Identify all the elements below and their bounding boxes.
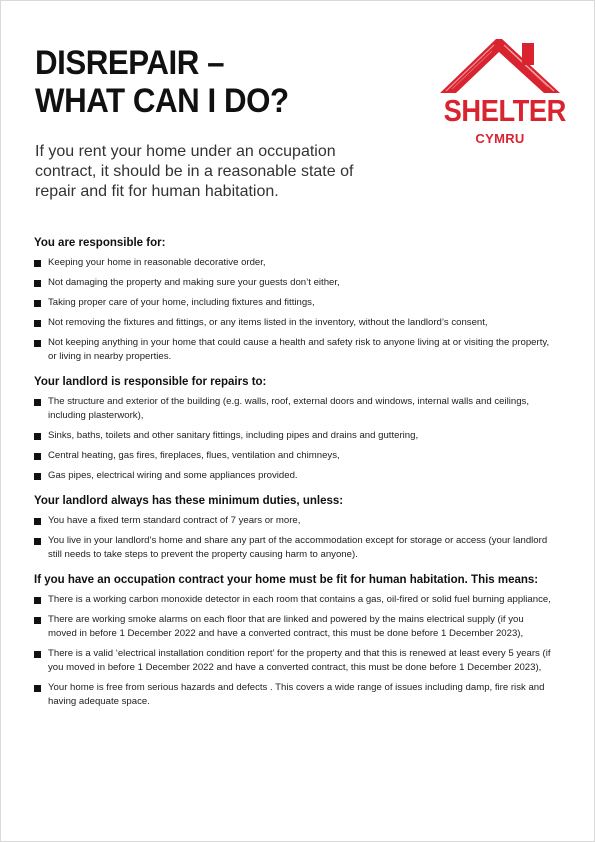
list-item: You have a fixed term standard contract of 7 years or more,: [34, 514, 554, 528]
list-item: Keeping your home in reasonable decorative order,: [34, 256, 554, 270]
page-title: [35, 44, 289, 120]
list-item: There are working smoke alarms on each floor that are linked and powered by the mains electrical supply (if you moved in before 1 December 2022 and have a converted contract, this must be done before 1 December 2023),: [34, 613, 554, 641]
section-minimum-duties: [34, 494, 554, 562]
list-item: Sinks, baths, toilets and other sanitary fittings, including pipes and drains and guttering,: [34, 429, 554, 443]
list-item: There is a working carbon monoxide detector in each room that contains a gas, oil-fired or solid fuel burning appliance,: [34, 593, 554, 607]
list-item: Central heating, gas fires, fireplaces, flues, ventilation and chimneys,: [34, 449, 554, 463]
list-item: Not damaging the property and making sure your guests don’t either,: [34, 276, 554, 290]
content: [34, 236, 554, 720]
shelter-cymru-logo: [436, 33, 564, 163]
section-heading: Your landlord always has these minimum duties, unless:: [34, 495, 344, 507]
list-item: You live in your landlord’s home and share any part of the accommodation except for storage or access (your landlord still needs to take steps to prevent the property causing harm to anyone).: [34, 534, 554, 562]
list-item: There is a valid ‘electrical installation condition report’ for the property and that this is renewed at least every 5 years (if you moved in before 1 December 2022 and have a converted contract, this must be done before 1 December 2023),: [34, 647, 554, 675]
bullet-list: [34, 593, 554, 709]
list-item: Taking proper care of your home, including fixtures and fittings,: [34, 296, 554, 310]
list-item: Your home is free from serious hazards and defects . This covers a wide range of issues including damp, fire risk and having adequate space.: [34, 681, 554, 709]
list-item: Not removing the fixtures and fittings, or any items listed in the inventory, without the landlord’s consent,: [34, 316, 554, 330]
section-heading: You are responsible for:: [34, 237, 166, 249]
section-fit-for-habitation: [34, 573, 554, 709]
title-line-1: DISREPAIR –: [35, 44, 225, 82]
logo-wordmark: SHELTER: [443, 93, 566, 128]
intro-paragraph: If you rent your home under an occupation contract, it should be in a reasonable state of repair and fit for human habitation.: [35, 143, 354, 200]
logo-subtitle: CYMRU: [475, 131, 525, 146]
bullet-list: [34, 395, 554, 483]
section-landlord-repairs: [34, 375, 554, 483]
house-roof-icon: [436, 33, 564, 95]
title-line-2: WHAT CAN I DO?: [35, 82, 289, 120]
list-item: The structure and exterior of the building (e.g. walls, roof, external doors and windows, internal walls and ceilings, including plasterwork),: [34, 395, 554, 423]
list-item: Gas pipes, electrical wiring and some appliances provided.: [34, 469, 554, 483]
bullet-list: [34, 514, 554, 562]
section-tenant-responsibilities: [34, 236, 554, 364]
bullet-list: [34, 256, 554, 364]
list-item: Not keeping anything in your home that could cause a health and safety risk to anyone living at or visiting the property, or living in nearby properties.: [34, 336, 554, 364]
section-heading: Your landlord is responsible for repairs to:: [34, 376, 267, 388]
section-heading: If you have an occupation contract your home must be fit for human habitation. This means:: [34, 574, 539, 586]
